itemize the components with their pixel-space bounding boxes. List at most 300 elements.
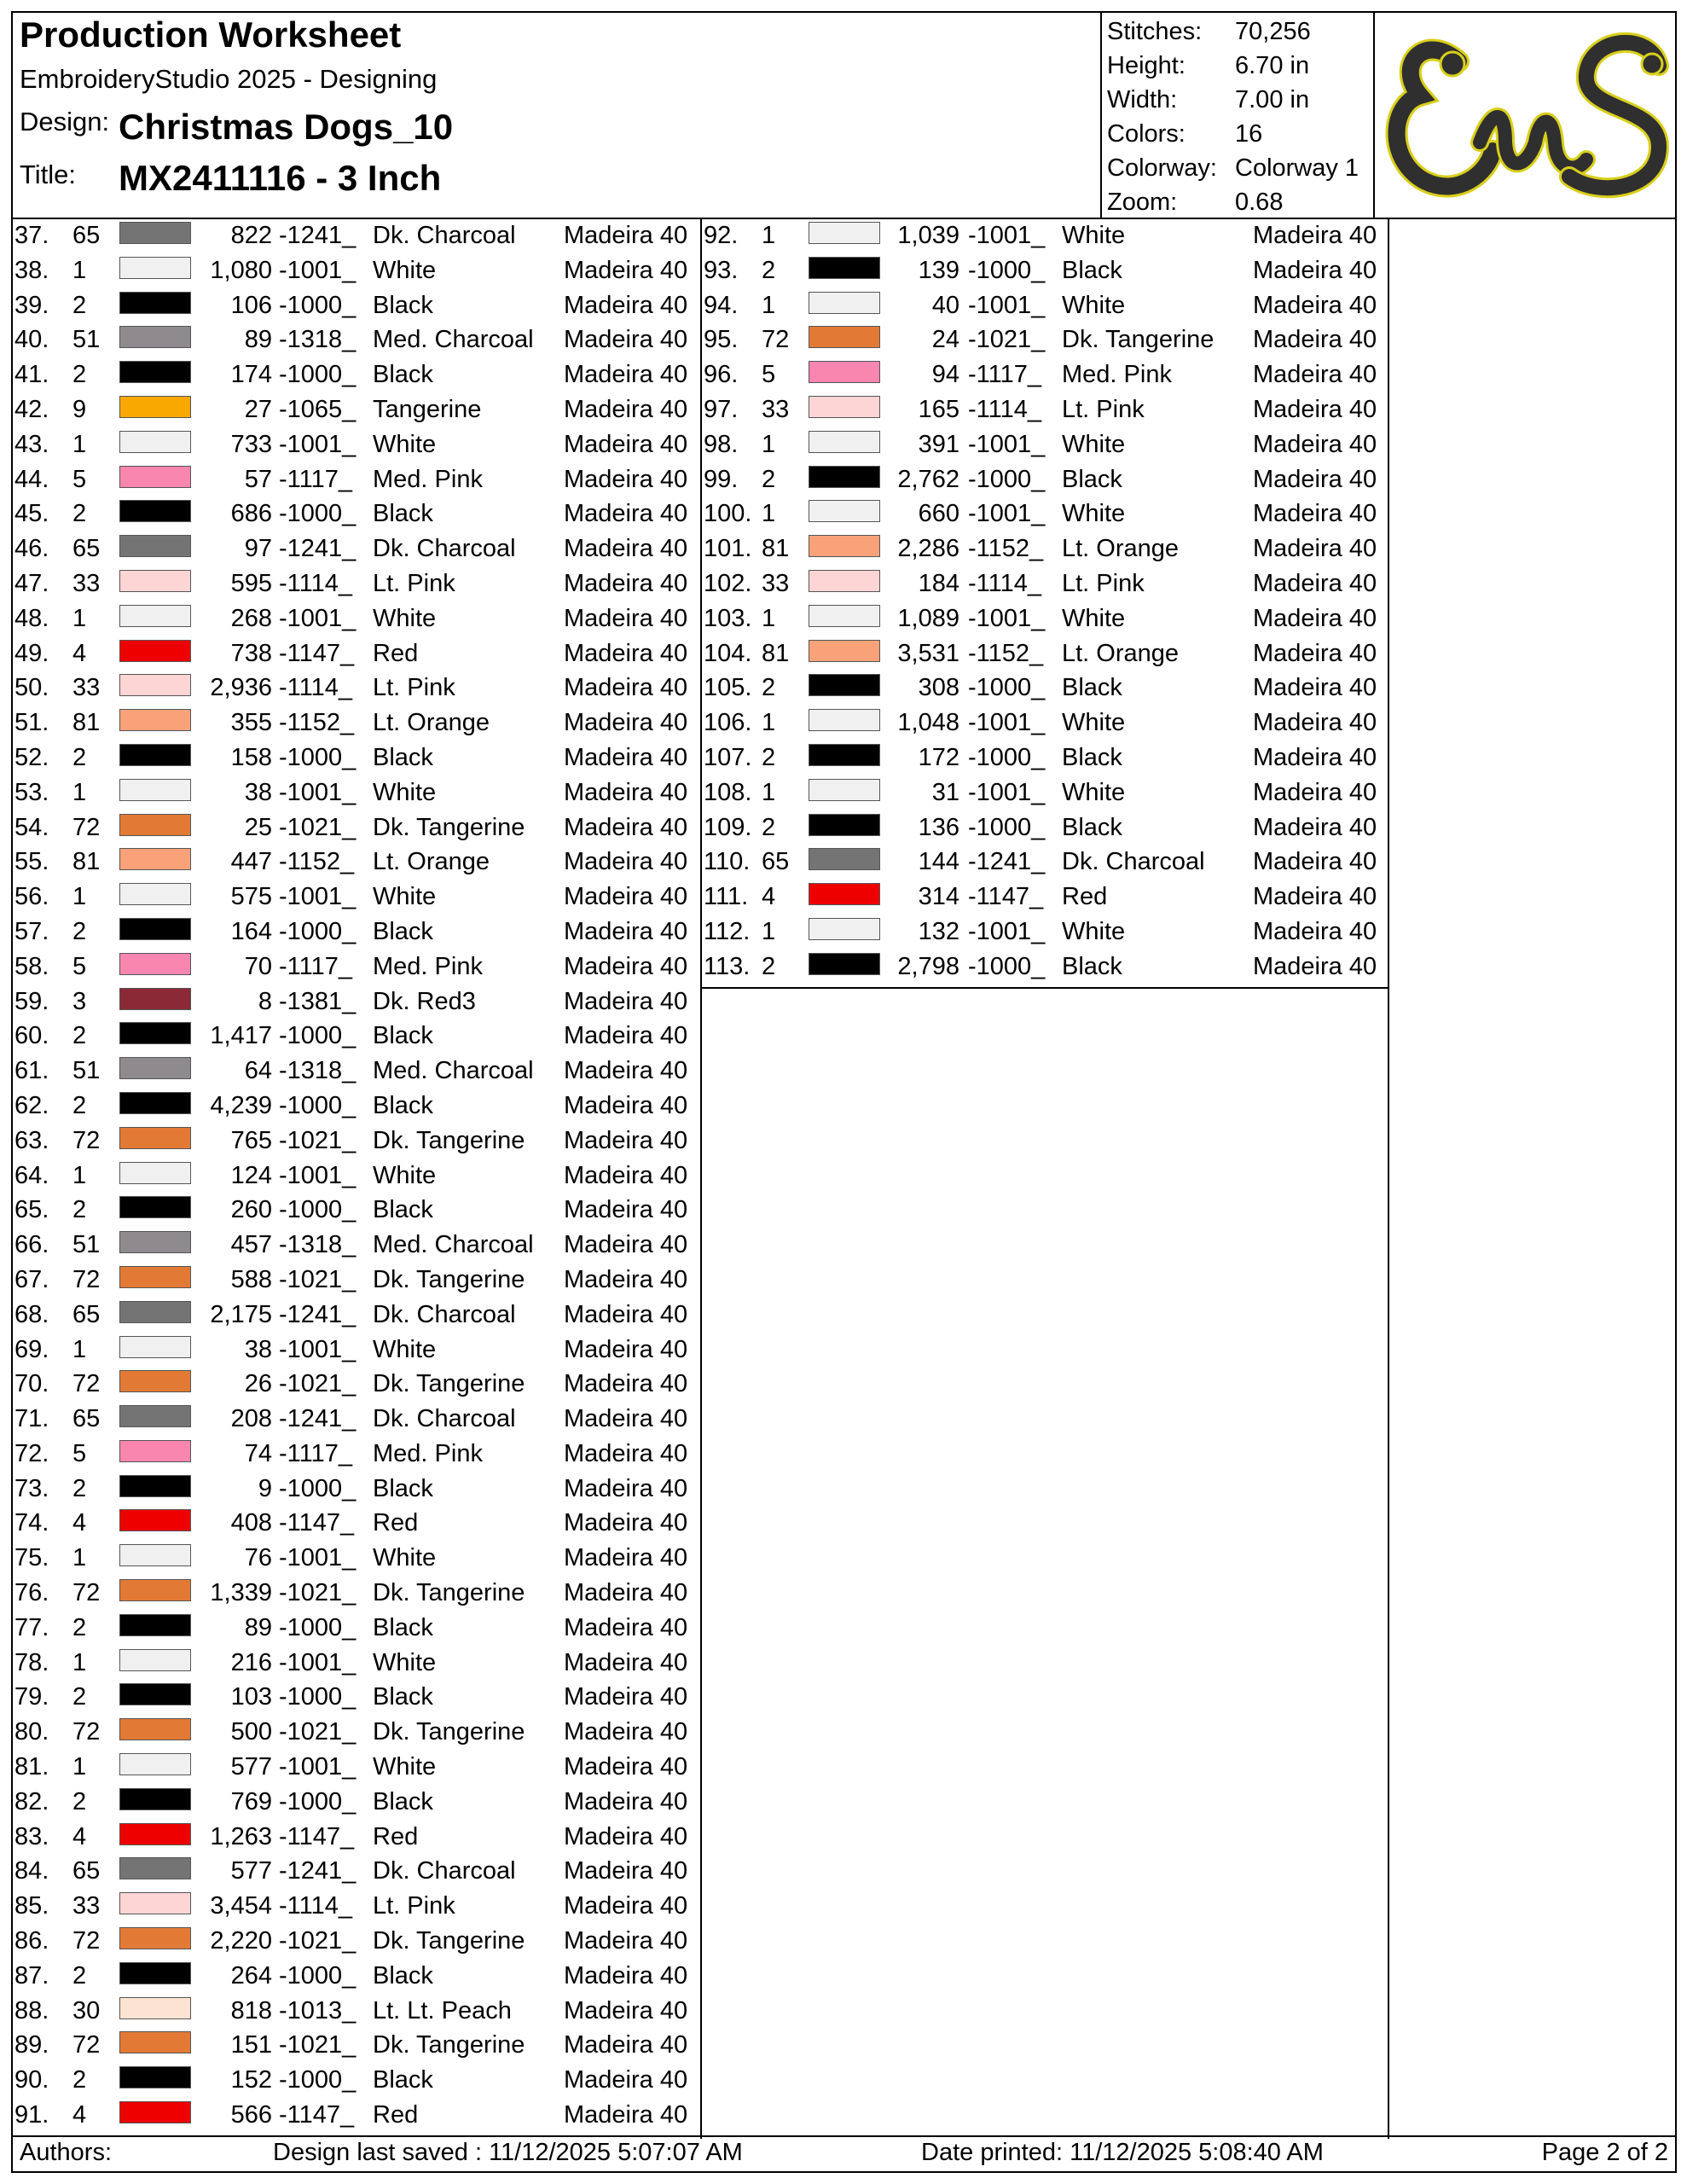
color-id: 2 [762,256,776,284]
table-row [13,1681,700,1716]
color-swatch [119,431,191,453]
table-row [13,1228,700,1263]
thread-list-column-2 [702,219,1388,989]
thread-code: -1000_ [968,465,1046,493]
stitch-count: 216 [230,1648,272,1676]
color-name: Lt. Orange [373,709,490,737]
table-row [13,1089,700,1124]
table-row [702,637,1388,672]
thread-code: -1000_ [279,917,357,945]
color-name: Dk. Tangerine [373,1126,525,1154]
color-swatch [119,1683,191,1705]
table-row [13,706,700,741]
footer [13,2135,1675,2171]
step-number: 84. [14,1857,49,1885]
color-name: Lt. Pink [373,674,455,702]
page-title: Production Worksheet [20,15,402,55]
stitch-count: 57 [244,465,272,493]
color-name: Black [373,500,433,528]
table-row [13,1298,700,1333]
stitch-count: 1,080 [210,256,272,284]
color-id: 72 [72,2031,101,2059]
table-row [13,1333,700,1368]
stitch-count: 2,762 [897,465,959,493]
table-row [13,1263,700,1298]
thread-code: -1000_ [968,256,1046,284]
stitch-count: 132 [918,917,959,945]
color-swatch [119,1579,191,1601]
color-id: 51 [72,1231,101,1259]
color-swatch [119,396,191,418]
stitch-count: 174 [230,361,272,389]
thread-brand: Madeira 40 [564,1161,688,1189]
step-number: 61. [14,1057,49,1085]
color-name: White [373,778,437,806]
thread-brand: Madeira 40 [1253,883,1377,911]
thread-brand: Madeira 40 [1253,743,1377,771]
stitch-count: 1,339 [210,1579,272,1607]
step-number: 86. [14,1927,49,1955]
color-name: Med. Charcoal [373,1231,534,1259]
step-number: 89. [14,2031,49,2059]
color-id: 72 [72,1370,101,1398]
thread-code: -1000_ [279,500,357,528]
color-swatch [119,1022,191,1044]
stitch-count: 268 [230,604,272,632]
thread-code: -1117_ [968,361,1041,389]
step-number: 95. [704,326,739,354]
thread-code: -1241_ [279,222,357,249]
thread-code: -1001_ [279,1648,357,1676]
last-saved: Design last saved : 11/12/2025 5:07:07 AM [273,2139,743,2166]
color-id: 5 [72,465,87,493]
color-name: Black [1062,256,1122,284]
color-name: Dk. Charcoal [373,1300,516,1328]
color-name: Dk. Tangerine [373,1579,525,1607]
thread-code: -1117_ [279,1439,352,1467]
color-name: Dk. Tangerine [1062,326,1215,354]
color-swatch [809,640,880,662]
color-swatch [119,1196,191,1218]
step-number: 60. [14,1022,49,1050]
thread-brand: Madeira 40 [564,1091,688,1119]
color-swatch [119,1823,191,1845]
step-number: 102. [704,569,752,597]
thread-brand: Madeira 40 [564,2066,688,2094]
color-id: 1 [762,222,776,249]
thread-brand: Madeira 40 [564,1787,688,1815]
step-number: 54. [14,813,49,841]
stitch-count: 391 [918,430,959,458]
thread-code: -1000_ [279,361,357,389]
table-row [13,463,700,498]
color-name: Med. Pink [373,1439,483,1467]
table-row [13,741,700,776]
thread-brand: Madeira 40 [564,709,688,737]
stitch-count: 765 [230,1126,272,1154]
stitch-count: 172 [918,743,959,771]
stats-panel [1100,13,1375,218]
color-id: 2 [72,743,87,771]
color-id: 2 [72,500,87,528]
table-row [702,567,1388,602]
stat-stitches: Stitches: 70,256 [1107,18,1311,45]
color-swatch [119,883,191,905]
table-row [13,602,700,637]
table-row [13,915,700,950]
stitch-count: 686 [230,500,272,528]
step-number: 51. [14,709,49,737]
color-swatch [119,1614,191,1636]
thread-brand: Madeira 40 [1253,326,1377,354]
color-name: Med. Charcoal [373,1057,534,1085]
color-id: 81 [72,848,101,876]
color-id: 2 [72,917,87,945]
thread-code: -1152_ [968,535,1044,563]
thread-code: -1021_ [279,1927,357,1955]
step-number: 48. [14,604,49,632]
thread-brand: Madeira 40 [564,2101,688,2129]
step-number: 57. [14,917,49,945]
stitch-count: 457 [230,1231,272,1259]
step-number: 79. [14,1683,49,1711]
color-id: 65 [72,1857,101,1885]
stitch-count: 314 [918,883,959,911]
thread-code: -1001_ [279,1161,357,1189]
table-row [702,602,1388,637]
thread-brand: Madeira 40 [564,1544,688,1572]
color-name: Dk. Charcoal [1062,848,1205,876]
color-swatch [809,953,880,975]
color-name: Red [373,639,419,667]
thread-code: -1001_ [968,778,1046,806]
step-number: 58. [14,952,49,980]
thread-code: -1001_ [968,709,1046,737]
step-number: 56. [14,883,49,911]
table-row [13,1960,700,1995]
color-id: 51 [72,326,101,354]
color-name: Black [1062,813,1122,841]
color-swatch [119,1962,191,1984]
thread-brand: Madeira 40 [564,1405,688,1433]
color-swatch [119,674,191,696]
color-swatch [119,2101,191,2123]
stitch-count: 31 [931,778,959,806]
thread-brand: Madeira 40 [1253,500,1377,528]
color-name: White [1062,500,1126,528]
color-name: Black [373,1474,433,1502]
color-name: Dk. Red3 [373,987,476,1015]
table-row [702,811,1388,846]
step-number: 98. [704,430,739,458]
color-id: 65 [72,535,101,563]
color-swatch [119,326,191,348]
thread-brand: Madeira 40 [564,917,688,945]
color-swatch [119,1509,191,1531]
thread-code: -1152_ [279,709,355,737]
thread-brand: Madeira 40 [564,1196,688,1224]
step-number: 112. [704,917,751,945]
thread-brand: Madeira 40 [1253,709,1377,737]
table-row [13,323,700,358]
table-row [13,1716,700,1751]
thread-brand: Madeira 40 [564,1300,688,1328]
color-id: 4 [72,2101,87,2129]
thread-code: -1001_ [279,604,357,632]
color-swatch [119,814,191,836]
stitch-count: 500 [230,1718,272,1746]
color-swatch [119,1649,191,1671]
color-swatch [119,222,191,244]
stitch-count: 208 [230,1405,272,1433]
thread-brand: Madeira 40 [564,326,688,354]
stat-width: Width: 7.00 in [1107,86,1310,113]
thread-brand: Madeira 40 [564,1057,688,1085]
color-swatch [809,500,880,522]
thread-code: -1001_ [968,222,1046,249]
thread-brand: Madeira 40 [1253,256,1377,284]
color-name: Black [373,1196,433,1224]
color-swatch [119,1370,191,1392]
stitch-count: 165 [918,395,959,423]
color-swatch [119,1544,191,1566]
table-row [13,532,700,567]
thread-code: -1000_ [968,952,1046,980]
table-row [13,1124,700,1159]
stitch-count: 24 [931,326,959,354]
stat-height: Height: 6.70 in [1107,52,1310,79]
thread-code: -1114_ [279,1892,352,1920]
thread-brand: Madeira 40 [564,465,688,493]
color-swatch [809,814,880,836]
step-number: 82. [14,1787,49,1815]
color-name: White [373,1753,437,1781]
table-row [13,1472,700,1507]
step-number: 72. [14,1439,49,1467]
step-number: 46. [14,535,49,563]
step-number: 108. [704,778,752,806]
color-id: 33 [762,395,790,423]
thread-code: -1065_ [279,395,357,423]
color-id: 1 [762,500,776,528]
color-swatch [809,361,880,383]
color-id: 2 [762,465,776,493]
stat-colorway: Colorway: Colorway 1 [1107,154,1359,182]
step-number: 69. [14,1335,49,1363]
stitch-count: 184 [918,569,959,597]
thread-code: -1241_ [279,1405,357,1433]
stitch-count: 660 [918,500,959,528]
color-swatch [119,361,191,383]
color-swatch [119,1231,191,1253]
thread-brand: Madeira 40 [564,2031,688,2059]
step-number: 68. [14,1300,49,1328]
table-row [13,1855,700,1890]
color-id: 65 [72,222,101,249]
step-number: 104. [704,639,752,667]
stitch-count: 822 [230,222,272,249]
thread-code: -1117_ [279,952,352,980]
thread-code: -1001_ [279,778,357,806]
thread-brand: Madeira 40 [1253,848,1377,876]
thread-code: -1241_ [968,848,1046,876]
page-number: Page 2 of 2 [1541,2139,1668,2166]
thread-brand: Madeira 40 [564,1927,688,1955]
table-row [702,463,1388,498]
color-swatch [119,1475,191,1497]
stitch-count: 3,454 [210,1892,272,1920]
color-name: Dk. Charcoal [373,1857,516,1885]
stitch-count: 89 [244,326,272,354]
table-row [13,1194,700,1228]
table-row [702,741,1388,776]
table-row [13,1054,700,1089]
thread-code: -1001_ [968,604,1046,632]
thread-brand: Madeira 40 [1253,222,1377,249]
table-row [702,323,1388,358]
step-number: 43. [14,430,49,458]
color-swatch [119,779,191,801]
thread-code: -1000_ [968,674,1046,702]
thread-brand: Madeira 40 [564,1126,688,1154]
stitch-count: 818 [230,1996,272,2024]
step-number: 55. [14,848,49,876]
color-id: 81 [72,709,101,737]
color-id: 81 [762,535,790,563]
color-id: 1 [762,917,776,945]
color-id: 72 [762,326,790,354]
color-name: Lt. Pink [373,569,455,597]
thread-code: -1241_ [279,535,357,563]
color-id: 72 [72,813,101,841]
table-row [13,497,700,532]
thread-code: -1114_ [968,569,1041,597]
color-name: White [373,1161,437,1189]
stitch-count: 26 [244,1370,272,1398]
color-name: White [1062,291,1126,319]
thread-code: -1001_ [968,291,1046,319]
thread-code: -1021_ [279,1265,357,1293]
color-name: Dk. Tangerine [373,1265,525,1293]
color-swatch [809,466,880,488]
stitch-count: 8 [258,987,272,1015]
table-row [702,671,1388,706]
stitch-count: 2,175 [210,1300,272,1328]
table-row [13,428,700,463]
color-swatch [119,466,191,488]
color-name: Dk. Charcoal [373,222,516,249]
color-id: 1 [72,1544,87,1572]
table-row [13,219,700,254]
thread-brand: Madeira 40 [564,1648,688,1676]
color-name: White [373,604,437,632]
thread-brand: Madeira 40 [564,1683,688,1711]
color-id: 4 [72,1822,87,1850]
thread-brand: Madeira 40 [564,987,688,1015]
color-id: 2 [72,1787,87,1815]
color-swatch [119,848,191,870]
thread-code: -1147_ [968,883,1044,911]
stitch-count: 738 [230,639,272,667]
thread-brand: Madeira 40 [564,639,688,667]
color-swatch [119,570,191,592]
table-row [702,428,1388,463]
thread-brand: Madeira 40 [1253,604,1377,632]
color-swatch [119,1892,191,1914]
color-id: 2 [72,1474,87,1502]
color-name: Red [1062,883,1108,911]
thread-brand: Madeira 40 [564,813,688,841]
step-number: 92. [704,222,739,249]
thread-brand: Madeira 40 [564,1022,688,1050]
step-number: 105. [704,674,752,702]
authors-label: Authors: [20,2139,112,2166]
thread-brand: Madeira 40 [564,1370,688,1398]
color-name: Red [373,1509,419,1537]
thread-brand: Madeira 40 [564,1822,688,1850]
step-number: 111. [704,883,749,911]
step-number: 65. [14,1196,49,1224]
thread-brand: Madeira 40 [564,1509,688,1537]
table-row [13,1438,700,1472]
color-id: 51 [72,1057,101,1085]
step-number: 78. [14,1648,49,1676]
color-swatch [119,1057,191,1079]
title-label: Title: [20,160,77,189]
thread-code: -1318_ [279,1057,357,1085]
thread-brand: Madeira 40 [564,361,688,389]
thread-brand: Madeira 40 [1253,778,1377,806]
thread-code: -1001_ [279,256,357,284]
table-row [13,1159,700,1194]
color-id: 1 [762,430,776,458]
step-number: 96. [704,361,739,389]
color-id: 2 [762,813,776,841]
color-id: 1 [72,883,87,911]
color-name: Dk. Charcoal [373,1405,516,1433]
thread-code: -1021_ [279,813,357,841]
stitch-count: 76 [244,1544,272,1572]
color-id: 1 [72,1335,87,1363]
stitch-count: 40 [931,291,959,319]
stitch-count: 136 [918,813,959,841]
step-number: 87. [14,1961,49,1989]
color-id: 65 [72,1405,101,1433]
step-number: 63. [14,1126,49,1154]
thread-list-column-1 [13,219,702,2139]
thread-brand: Madeira 40 [564,604,688,632]
color-name: White [1062,709,1126,737]
thread-code: -1001_ [279,883,357,911]
color-name: White [1062,430,1126,458]
column-2-area [702,219,1389,2139]
thread-brand: Madeira 40 [564,1579,688,1607]
step-number: 93. [704,256,739,284]
step-number: 94. [704,291,739,319]
stitch-count: 64 [244,1057,272,1085]
step-number: 80. [14,1718,49,1746]
thread-brand: Madeira 40 [564,1613,688,1641]
step-number: 37. [14,222,49,249]
color-name: Black [1062,465,1122,493]
step-number: 100. [704,500,752,528]
color-swatch [119,918,191,940]
color-name: Black [373,1787,433,1815]
thread-code: -1021_ [279,1579,357,1607]
thread-brand: Madeira 40 [564,291,688,319]
thread-brand: Madeira 40 [1253,395,1377,423]
table-row [702,950,1388,985]
